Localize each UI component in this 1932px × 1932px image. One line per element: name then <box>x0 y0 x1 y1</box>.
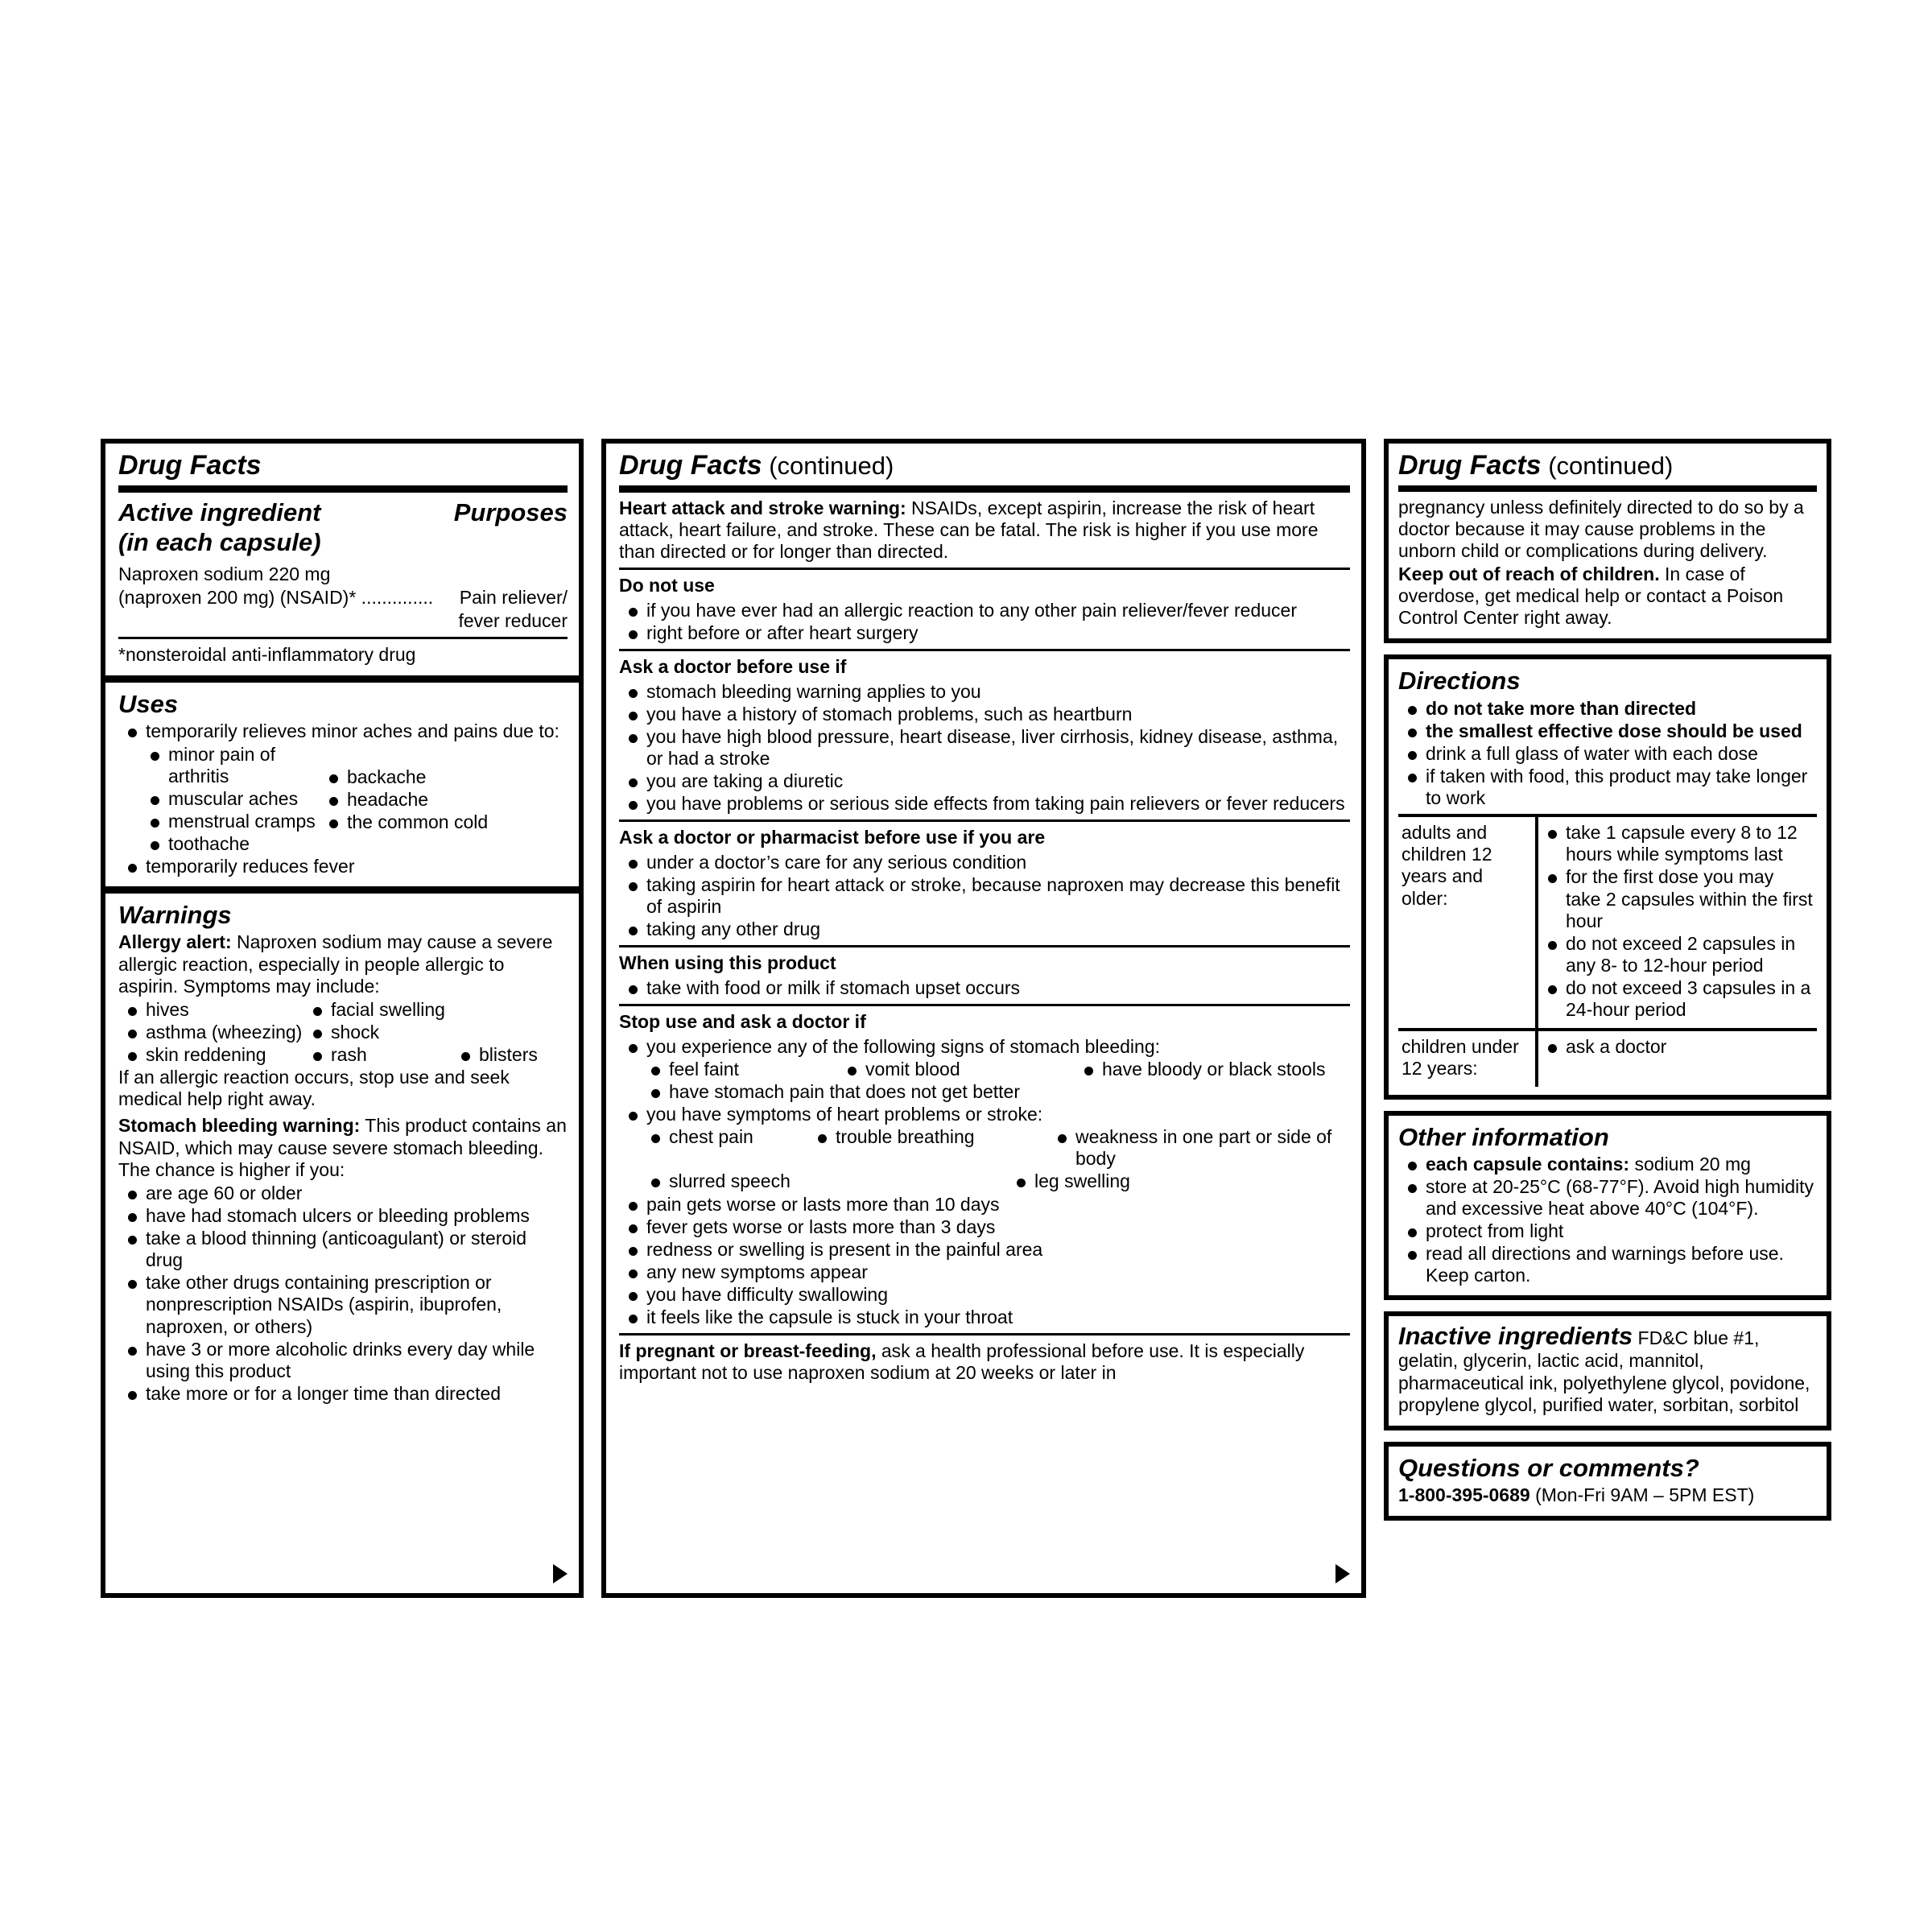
dosage-item: do not exceed 2 capsules in any 8- to 12-hour period <box>1538 933 1814 976</box>
purpose-line2: fever reducer <box>458 610 568 632</box>
directions-box <box>1384 654 1831 1099</box>
stomach-risk-item: take other drugs containing prescription or nonprescription NSAIDs (aspirin, ibuprofen, naproxen, or others) <box>118 1272 568 1337</box>
continuation-arrow-icon <box>553 1564 568 1583</box>
other-information-box <box>1384 1111 1831 1301</box>
heart-symptom-item: chest pain <box>619 1126 808 1170</box>
purposes-heading: Purposes <box>453 497 568 526</box>
other-info-item: store at 20-25°C (68-77°F). Avoid high humidity and excessive heat above 40°C (104°F). <box>1398 1176 1817 1220</box>
divider <box>619 568 1350 570</box>
symptom-item: asthma (wheezing) <box>118 1022 303 1043</box>
inactive-ingredients-box <box>1384 1311 1831 1430</box>
allergy-alert-text: Naproxen sodium may cause a severe allergic reaction, especially in people allergic to aspirin. Symptoms may include: <box>118 931 553 997</box>
divider <box>619 649 1350 651</box>
left-header-block <box>105 444 579 675</box>
ask-doctor-item: you are taking a diuretic <box>619 770 1350 792</box>
heart-symptom-item: leg swelling <box>1007 1170 1130 1192</box>
panel-left <box>101 439 584 1598</box>
pregnancy-continued-text: pregnancy unless definitely directed to do so by a doctor because it may cause problems in the unborn child or complications during delivery. <box>1398 496 1804 561</box>
phone-hours: (Mon-Fri 9AM – 5PM EST) <box>1530 1484 1755 1505</box>
table-row <box>1398 817 1817 1031</box>
stop-use-item: you experience any of the following signs of stomach bleeding: <box>619 1036 1350 1058</box>
active-ingredient-heading-line1: Active ingredient <box>118 497 321 526</box>
stop-use-item: you have symptoms of heart problems or stroke: <box>619 1104 1350 1125</box>
middle-content <box>606 444 1361 1394</box>
dosage-item: do not exceed 3 capsules in a 24-hour period <box>1538 977 1814 1021</box>
allergy-followup: If an allergic reaction occurs, stop use and seek medical help right away. <box>118 1067 510 1110</box>
table-row <box>1398 1031 1817 1086</box>
keep-out-of-reach <box>1398 564 1817 629</box>
other-info-item: protect from light <box>1398 1220 1817 1242</box>
divider <box>619 485 1350 493</box>
directions-heading: Directions <box>1398 667 1521 696</box>
allergy-symptoms <box>118 999 568 1067</box>
directions-item: if taken with food, this product may take longer to work <box>1398 766 1817 809</box>
divider <box>1398 485 1817 492</box>
ask-pharmacist-item: under a doctor’s care for any serious condition <box>619 852 1350 873</box>
stomach-risk-item: have 3 or more alcoholic drinks every day while using this product <box>118 1339 568 1382</box>
inactive-ingredients-text: FD&C blue #1, gelatin, glycerin, lactic acid, mannitol, pharmaceutical ink, polyethylene glycol, povidone, propylene glycol, purified water, sorbitan, sorbitol <box>1398 1327 1810 1415</box>
capsule-contains-label: each capsule contains: <box>1426 1153 1630 1174</box>
drug-facts-title-continued <box>619 452 1350 481</box>
pregnancy-warning <box>619 1340 1350 1384</box>
heart-symptom-item: weakness in one part or side of body <box>1048 1126 1350 1170</box>
stop-use-heading: Stop use and ask a doctor if <box>619 1011 866 1033</box>
panel-right <box>1384 439 1831 1598</box>
directions-item: do not take more than directed <box>1398 698 1817 720</box>
uses-sub-item: toothache <box>118 833 320 855</box>
uses-sub-item: muscular aches <box>118 788 320 810</box>
drug-facts-label <box>101 439 1831 1598</box>
keep-out-text: In case of overdose, get medical help or contact a Poison Control Center right away. <box>1398 564 1784 629</box>
drug-facts-title-text: Drug Facts <box>1398 450 1542 481</box>
warnings-heading: Warnings <box>118 901 232 930</box>
do-not-use-item: right before or after heart surgery <box>619 622 1350 644</box>
nsaid-footnote: *nonsteroidal anti-inflammatory drug <box>118 644 416 666</box>
inactive-ingredients <box>1398 1323 1817 1415</box>
dosage-instructions <box>1535 1031 1817 1086</box>
uses-sub-item: minor pain of arthritis <box>118 744 320 787</box>
heart-attack-warning <box>619 497 1350 563</box>
ask-doctor-item: stomach bleeding warning applies to you <box>619 681 1350 703</box>
bleeding-sign-item: have bloody or black stools <box>1075 1059 1325 1080</box>
uses-sub-item: menstrual cramps <box>118 811 320 832</box>
active-ingredient-header <box>118 497 568 559</box>
panel-middle <box>601 439 1366 1598</box>
stomach-bleeding-text: This product contains an NSAID, which may cause severe stomach bleeding. The chance is higher if you: <box>118 1115 567 1180</box>
ask-doctor-heading: Ask a doctor before use if <box>619 655 847 677</box>
dosage-table <box>1398 814 1817 1086</box>
dosage-age-group: children under 12 years: <box>1402 1036 1519 1080</box>
drug-facts-title-text: Drug Facts <box>619 450 762 481</box>
directions-item: drink a full glass of water with each dose <box>1398 743 1817 765</box>
ask-doctor-pharmacist-heading: Ask a doctor or pharmacist before use if you are <box>619 827 1046 848</box>
dosage-item: for the first dose you may take 2 capsules within the first hour <box>1538 866 1814 931</box>
divider <box>619 1333 1350 1335</box>
bleeding-sign-item: vomit blood <box>838 1059 1075 1080</box>
stop-use-item: fever gets worse or lasts more than 3 days <box>619 1216 1350 1238</box>
uses-heading: Uses <box>118 690 179 719</box>
stop-use-item: any new symptoms appear <box>619 1261 1350 1283</box>
stomach-bleeding-label: Stomach bleeding warning: <box>118 1115 361 1137</box>
stop-use-item: redness or swelling is present in the painful area <box>619 1239 1350 1261</box>
active-ingredient-line2: (naproxen 200 mg) (NSAID)* .............. <box>118 587 434 608</box>
dosage-age-group: adults and children 12 years and older: <box>1402 822 1492 909</box>
divider <box>105 886 579 894</box>
stop-use-item: it feels like the capsule is stuck in your throat <box>619 1307 1350 1328</box>
directions-item: the smallest effective dose should be used <box>1398 720 1817 742</box>
allergy-alert-label: Allergy alert: <box>118 931 232 953</box>
divider <box>619 1004 1350 1006</box>
stomach-risk-item: take more or for a longer time than directed <box>118 1383 568 1405</box>
uses-section <box>105 683 579 886</box>
uses-sub-item: the common cold <box>320 811 568 833</box>
other-info-item: read all directions and warnings before use. Keep carton. <box>1398 1243 1817 1286</box>
dosage-instructions <box>1535 817 1817 1028</box>
keep-out-label: Keep out of reach of children. <box>1398 564 1660 585</box>
questions-box <box>1384 1442 1831 1521</box>
drug-facts-title-continued <box>1398 452 1817 481</box>
divider <box>619 819 1350 822</box>
active-ingredient-line2-row <box>118 587 568 610</box>
uses-item-2: temporarily reduces fever <box>118 856 568 877</box>
symptom-item: facial swelling <box>303 999 568 1021</box>
other-information-heading: Other information <box>1398 1122 1609 1151</box>
bleeding-sign-item: have stomach pain that does not get better <box>619 1081 1350 1103</box>
heart-warning-text: NSAIDs, except aspirin, increase the risk of heart attack, heart failure, and stroke. These can be fatal. The risk is higher if you use more than directed or for longer than directed. <box>619 497 1319 562</box>
heart-symptom-item: trouble breathing <box>808 1126 1048 1170</box>
do-not-use-item: if you have ever had an allergic reaction to any other pain reliever/fever reducer <box>619 600 1350 621</box>
heart-warning-label: Heart attack and stroke warning: <box>619 497 906 518</box>
uses-sub-item: headache <box>320 789 568 811</box>
warnings-section <box>105 894 579 1414</box>
uses-sub-lists <box>118 744 568 857</box>
ask-doctor-item: you have high blood pressure, heart disease, liver cirrhosis, kidney disease, asthma, or had a stroke <box>619 726 1350 770</box>
heart-symptom-item: slurred speech <box>619 1170 1007 1192</box>
when-using-heading: When using this product <box>619 952 836 974</box>
phone-number[interactable]: 1-800-395-0689 <box>1398 1484 1530 1505</box>
stop-use-item: you have difficulty swallowing <box>619 1284 1350 1306</box>
inactive-ingredients-heading: Inactive ingredients <box>1398 1322 1633 1351</box>
ask-doctor-item: you have problems or serious side effects from taking pain relievers or fever reducers <box>619 793 1350 815</box>
pregnancy-text: ask a health professional before use. It is especially important not to use naproxen sodium at 20 weeks or later in <box>619 1340 1305 1384</box>
do-not-use-heading: Do not use <box>619 575 715 597</box>
divider <box>105 675 579 683</box>
when-using-item: take with food or milk if stomach upset occurs <box>619 977 1350 999</box>
ask-pharmacist-item: taking any other drug <box>619 919 1350 940</box>
divider <box>619 945 1350 947</box>
active-ingredient-line1: Naproxen sodium 220 mg <box>118 563 331 584</box>
purpose-line1: Pain reliever/ <box>459 587 568 608</box>
bleeding-sign-item: feel faint <box>619 1059 838 1080</box>
dosage-item: take 1 capsule every 8 to 12 hours while symptoms last <box>1538 822 1814 865</box>
symptom-item: skin reddening <box>118 1044 303 1066</box>
drug-facts-title: Drug Facts <box>118 450 262 481</box>
divider <box>118 637 568 639</box>
divider <box>118 485 568 493</box>
uses-item-1: temporarily relieves minor aches and pains due to: <box>118 720 568 742</box>
stomach-bleeding-warning <box>118 1115 568 1180</box>
symptom-item: blisters <box>452 1044 538 1066</box>
questions-contact <box>1398 1484 1817 1506</box>
questions-heading: Questions or comments? <box>1398 1453 1699 1482</box>
right-continued-box <box>1384 439 1831 643</box>
stomach-risk-item: have had stomach ulcers or bleeding problems <box>118 1205 568 1227</box>
other-info-item <box>1398 1154 1817 1175</box>
allergy-alert <box>118 931 568 997</box>
stomach-risk-item: take a blood thinning (anticoagulant) or steroid drug <box>118 1228 568 1271</box>
stop-use-item: pain gets worse or lasts more than 10 days <box>619 1194 1350 1216</box>
dosage-item: ask a doctor <box>1538 1036 1814 1058</box>
continued-label: (continued) <box>762 452 894 480</box>
ask-doctor-item: you have a history of stomach problems, such as heartburn <box>619 704 1350 725</box>
symptom-item: rash <box>303 1044 452 1066</box>
symptom-item: shock <box>303 1022 568 1043</box>
stomach-risk-item: are age 60 or older <box>118 1183 568 1204</box>
continued-label: (continued) <box>1541 452 1674 480</box>
active-ingredient-heading-line2: (in each capsule) <box>118 527 321 556</box>
capsule-contains-text: sodium 20 mg <box>1629 1153 1751 1174</box>
continuation-arrow-icon <box>1335 1564 1350 1583</box>
uses-sub-item: backache <box>320 766 568 788</box>
pregnancy-label: If pregnant or breast-feeding, <box>619 1340 877 1362</box>
symptom-item: hives <box>118 999 303 1021</box>
ask-pharmacist-item: taking aspirin for heart attack or stroke, because naproxen may decrease this benefit of aspirin <box>619 874 1350 918</box>
